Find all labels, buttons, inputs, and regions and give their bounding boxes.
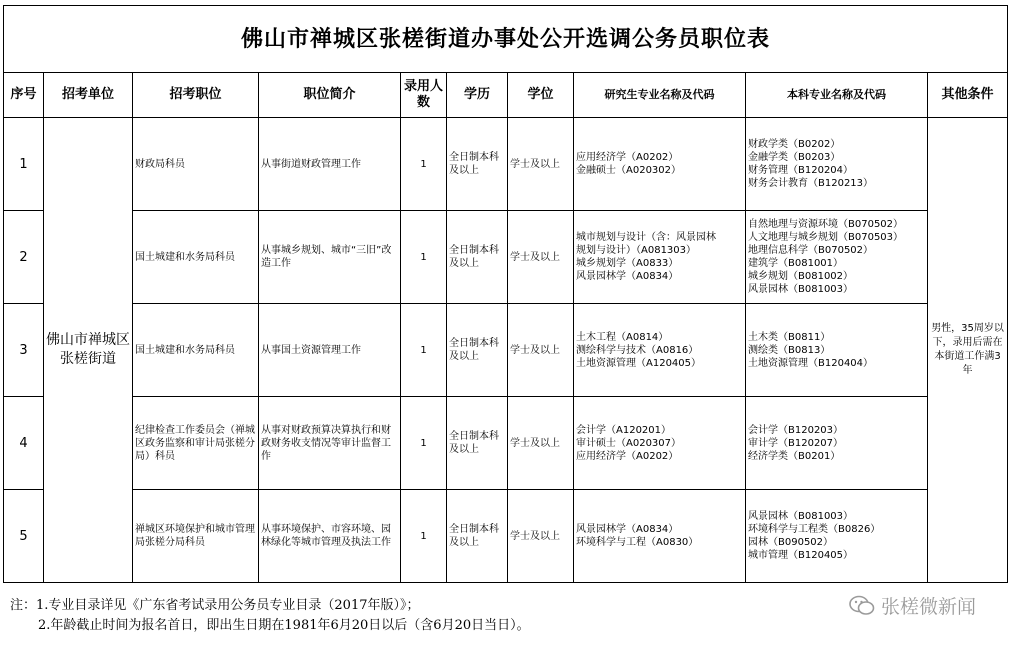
header-degree: 学位 [508,73,574,118]
row-count: 1 [401,211,447,304]
grad-major: 土木工程（A0814） [576,331,669,343]
footnote-2: 2.年龄截止时间为报名首日，即出生日期在1981年6月20日以后（含6月20日当日）。 [38,618,530,633]
row-intro: 从事国土资源管理工作 [259,304,401,397]
row-education: 全日制本科及以上 [447,397,508,490]
header-position: 招考职位 [133,73,259,118]
row-count: 1 [401,304,447,397]
row-position: 纪律检查工作委员会（禅城区政务监察和审计局张槎分局）科员 [133,397,259,490]
row-undergrad-majors [746,211,928,304]
header-intro: 职位简介 [259,73,401,118]
row-seq: 3 [4,304,44,397]
undergrad-major: 会计学（B120203） [748,424,844,436]
grad-major: 应用经济学（A0202） [576,450,679,462]
grad-major: 金融硕士（A020302） [576,165,682,176]
undergrad-major: 财务管理（B120204） [748,165,854,176]
row-intro: 从事城乡规划、城市“三旧”改造工作 [259,211,401,304]
grad-major: 规划与设计）（A081303） [576,245,697,256]
undergrad-major: 园林（B090502） [748,537,834,548]
grad-major: 应用经济学（A0202） [576,152,679,163]
position-table [3,5,1008,583]
undergrad-major: 人文地理与城乡规划（B070503） [748,232,904,243]
watermark-text: 张槎微新闻 [880,596,976,618]
row-degree: 学士及以上 [508,211,574,304]
row-position: 财政局科员 [133,118,259,211]
other-conditions: 男性，35周岁以下，录用后需在本街道工作满3年 [928,118,1008,583]
row-count: 1 [401,118,447,211]
row-undergrad-majors [746,118,928,211]
row-grad-majors [574,118,746,211]
row-education: 全日制本科及以上 [447,118,508,211]
row-undergrad-majors [746,304,928,397]
row-degree: 学士及以上 [508,304,574,397]
row-degree: 学士及以上 [508,118,574,211]
undergrad-major: 经济学类（B0201） [748,450,841,462]
footnote-1: 注：1.专业目录详见《广东省考试录用公务员专业目录（2017年版）》； [10,598,420,613]
row-grad-majors [574,397,746,490]
undergrad-major: 城市管理（B120405） [748,550,854,561]
header-unit: 招考单位 [44,73,133,118]
undergrad-major: 审计学（B120207） [748,437,844,449]
undergrad-major: 土地资源管理（B120404） [748,357,874,369]
row-grad-majors [574,490,746,583]
row-intro: 从事街道财政管理工作 [259,118,401,211]
row-education: 全日制本科及以上 [447,211,508,304]
table-row [4,397,1008,490]
undergrad-major: 地理信息科学（B070502） [748,245,874,256]
row-seq: 2 [4,211,44,304]
row-degree: 学士及以上 [508,490,574,583]
row-grad-majors [574,304,746,397]
undergrad-major: 环境科学与工程类（B0826） [748,524,881,535]
undergrad-major: 风景园林（B081003） [748,284,854,295]
row-undergrad-majors [746,397,928,490]
row-seq: 1 [4,118,44,211]
header-education: 学历 [447,73,508,118]
header-grad-major: 研究生专业名称及代码 [574,73,746,118]
row-education: 全日制本科及以上 [447,304,508,397]
row-position: 禅城区环境保护和城市管理局张槎分局科员 [133,490,259,583]
row-degree: 学士及以上 [508,397,574,490]
grad-major: 风景园林学（A0834） [576,271,679,282]
undergrad-major: 建筑学（B081001） [748,258,844,269]
undergrad-major: 财务会计教育（B120213） [748,178,874,189]
table-row [4,211,1008,304]
undergrad-major: 风景园林（B081003） [748,511,854,522]
row-grad-majors [574,211,746,304]
unit-name: 佛山市禅城区张槎街道 [44,118,133,583]
undergrad-major: 城乡规划（B081002） [748,271,854,282]
row-intro: 从事环境保护、市容环境、园林绿化等城市管理及执法工作 [259,490,401,583]
undergrad-major: 自然地理与资源环境（B070502） [748,219,904,230]
grad-major: 测绘科学与技术（A0816） [576,344,699,356]
table-title: 佛山市禅城区张槎街道办事处公开选调公务员职位表 [4,6,1008,73]
grad-major: 审计硕士（A020307） [576,437,682,449]
row-count: 1 [401,397,447,490]
row-education: 全日制本科及以上 [447,490,508,583]
row-seq: 4 [4,397,44,490]
row-position: 国土城建和水务局科员 [133,211,259,304]
header-undergrad-major: 本科专业名称及代码 [746,73,928,118]
row-seq: 5 [4,490,44,583]
row-undergrad-majors [746,490,928,583]
row-intro: 从事对财政预算决算执行和财政财务收支情况等审计监督工作 [259,397,401,490]
undergrad-major: 测绘类（B0813） [748,344,831,356]
table-row [4,304,1008,397]
grad-major: 风景园林学（A0834） [576,524,679,535]
undergrad-major: 财政学类（B0202） [748,139,841,150]
header-other: 其他条件 [928,73,1008,118]
header-seq: 序号 [4,73,44,118]
watermark [849,592,976,619]
table-row [4,118,1008,211]
grad-major: 环境科学与工程（A0830） [576,537,699,548]
row-count: 1 [401,490,447,583]
grad-major: 会计学（A120201） [576,424,672,436]
row-position: 国土城建和水务局科员 [133,304,259,397]
grad-major: 土地资源管理（A120405） [576,357,702,369]
undergrad-major: 金融学类（B0203） [748,152,841,163]
grad-major: 城乡规划学（A0833） [576,258,679,269]
header-count: 录用人数 [401,73,447,118]
wechat-icon [849,595,875,617]
table-row [4,490,1008,583]
header-row [4,73,1008,118]
grad-major: 城市规划与设计（含：风景园林 [576,232,716,243]
undergrad-major: 土木类（B0811） [748,331,831,343]
